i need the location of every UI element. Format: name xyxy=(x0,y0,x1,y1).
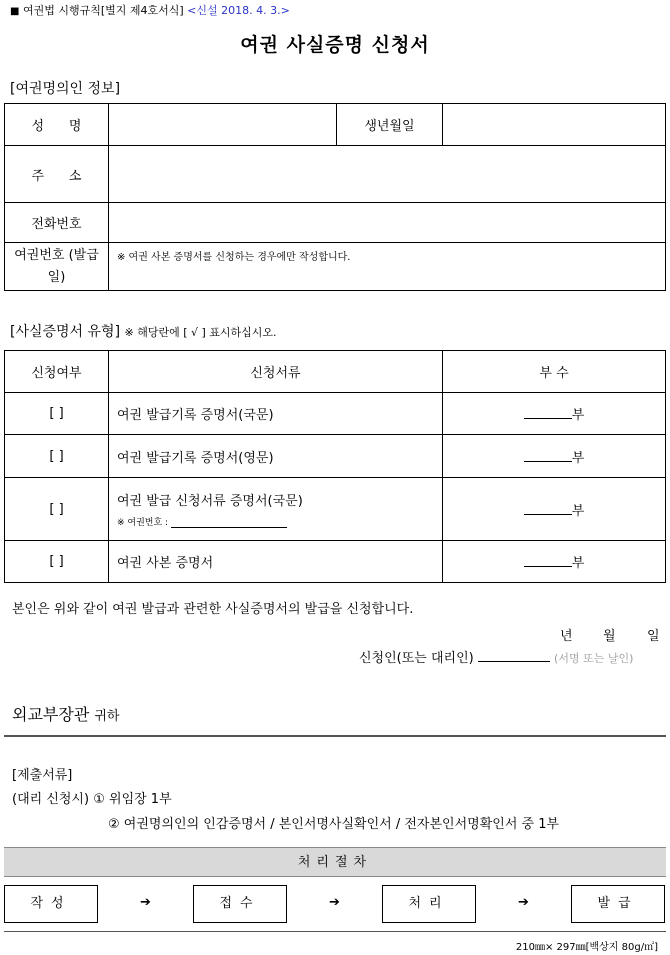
submission-title: [제출서류] xyxy=(12,768,73,783)
applicant-label: 신청인(또는 대리인) xyxy=(359,651,474,666)
doc-name: 여권 사본 증명서 xyxy=(109,541,443,583)
date-day: 일 xyxy=(647,629,660,644)
passport-number-input[interactable] xyxy=(171,519,287,528)
count-cell: 부 xyxy=(443,393,666,435)
recipient-title: 외교부장관 xyxy=(12,705,90,724)
col-doc-header: 신청서류 xyxy=(109,351,443,393)
submission-item-2: ② 여권명의인의 인감증명서 / 본인서명사실확인서 / 전자본인서명확인서 중 1부 xyxy=(108,817,560,832)
phone-field[interactable] xyxy=(109,203,666,243)
holder-section-title: [여권명의인 정보] xyxy=(10,81,121,97)
count-cell: 부 xyxy=(443,541,666,583)
passport-field[interactable] xyxy=(109,243,666,291)
count-input[interactable] xyxy=(524,407,572,419)
recipient xyxy=(12,702,120,725)
arrow-right-icon: ➔ xyxy=(329,895,340,910)
doc-name: 여권 발급기록 증명서(영문) xyxy=(109,435,443,478)
form-ref-text: 여권법 시행규칙[별지 제4호서식] xyxy=(22,4,184,17)
checkbox[interactable]: [ ] xyxy=(5,393,109,435)
birth-label: 생년월일 xyxy=(337,104,443,146)
name-label: 성 명 xyxy=(5,104,109,146)
count-input[interactable] xyxy=(524,555,572,567)
checkbox[interactable]: [ ] xyxy=(5,541,109,583)
doc-name: 여권 발급 신청서류 증명서(국문) xyxy=(117,494,303,509)
checkbox[interactable]: [ ] xyxy=(5,478,109,541)
recipient-suffix: 귀하 xyxy=(94,709,120,724)
step-write: 작성 xyxy=(4,885,98,923)
name-field[interactable] xyxy=(109,104,337,146)
procedure-header: 처리절차 xyxy=(4,847,666,877)
date-month: 월 xyxy=(603,629,616,644)
type-section-title: [사실증명서 유형] ※ 해당란에 [ √ ] 표시하십시오. xyxy=(10,324,277,340)
count-input[interactable] xyxy=(524,503,572,515)
applicant-line xyxy=(359,647,633,666)
table-row xyxy=(5,435,666,478)
count-input[interactable] xyxy=(524,450,572,462)
form-reference xyxy=(10,2,290,18)
proxy-label: (대리 신청시) xyxy=(12,792,90,807)
type-section-note: ※ 해당란에 [ √ ] 표시하십시오. xyxy=(124,326,277,339)
passport-note: ※ 여권 사본 증명서를 신청하는 경우에만 작성합니다. xyxy=(117,252,351,263)
arrow-right-icon: ➔ xyxy=(518,895,529,910)
page-title: 여권 사실증명 신청서 xyxy=(240,34,430,56)
passport-label: 여권번호 (발급일) xyxy=(5,243,109,291)
doc-name-cell xyxy=(109,478,443,541)
footer-divider xyxy=(4,931,666,932)
birth-field[interactable] xyxy=(443,104,666,146)
step-process: 처리 xyxy=(382,885,476,923)
col-count-header: 부 수 xyxy=(443,351,666,393)
paper-spec: 210㎜× 297㎜[백상지 80g/㎡] xyxy=(515,942,658,953)
application-statement: 본인은 위와 같이 여권 발급과 관련한 사실증명서의 발급을 신청합니다. xyxy=(12,602,414,617)
address-label: 주 소 xyxy=(5,146,109,203)
checkbox[interactable]: [ ] xyxy=(5,435,109,478)
date-year: 년 xyxy=(560,629,573,644)
square-marker-icon: ■ xyxy=(10,6,20,17)
passport-number-line: ※ 여권번호 : xyxy=(117,515,442,528)
sign-hint: (서명 또는 날인) xyxy=(554,652,634,665)
doc-name: 여권 발급기록 증명서(국문) xyxy=(109,393,443,435)
address-field[interactable] xyxy=(109,146,666,203)
step-issue: 발급 xyxy=(571,885,665,923)
step-receive: 접수 xyxy=(193,885,287,923)
item-1-text: ① 위임장 1부 xyxy=(93,792,172,807)
phone-label: 전화번호 xyxy=(5,203,109,243)
table-row xyxy=(5,541,666,583)
table-row xyxy=(5,478,666,541)
table-row xyxy=(5,393,666,435)
submission-item-1 xyxy=(12,788,172,807)
col-check-header: 신청여부 xyxy=(5,351,109,393)
arrow-right-icon: ➔ xyxy=(140,895,151,910)
count-cell: 부 xyxy=(443,478,666,541)
revision-label: <신설 2018. 4. 3.> xyxy=(187,4,290,17)
certificate-type-table xyxy=(4,350,666,583)
holder-info-table xyxy=(4,103,666,291)
count-cell: 부 xyxy=(443,435,666,478)
divider xyxy=(4,735,666,737)
applicant-input[interactable] xyxy=(478,650,550,662)
